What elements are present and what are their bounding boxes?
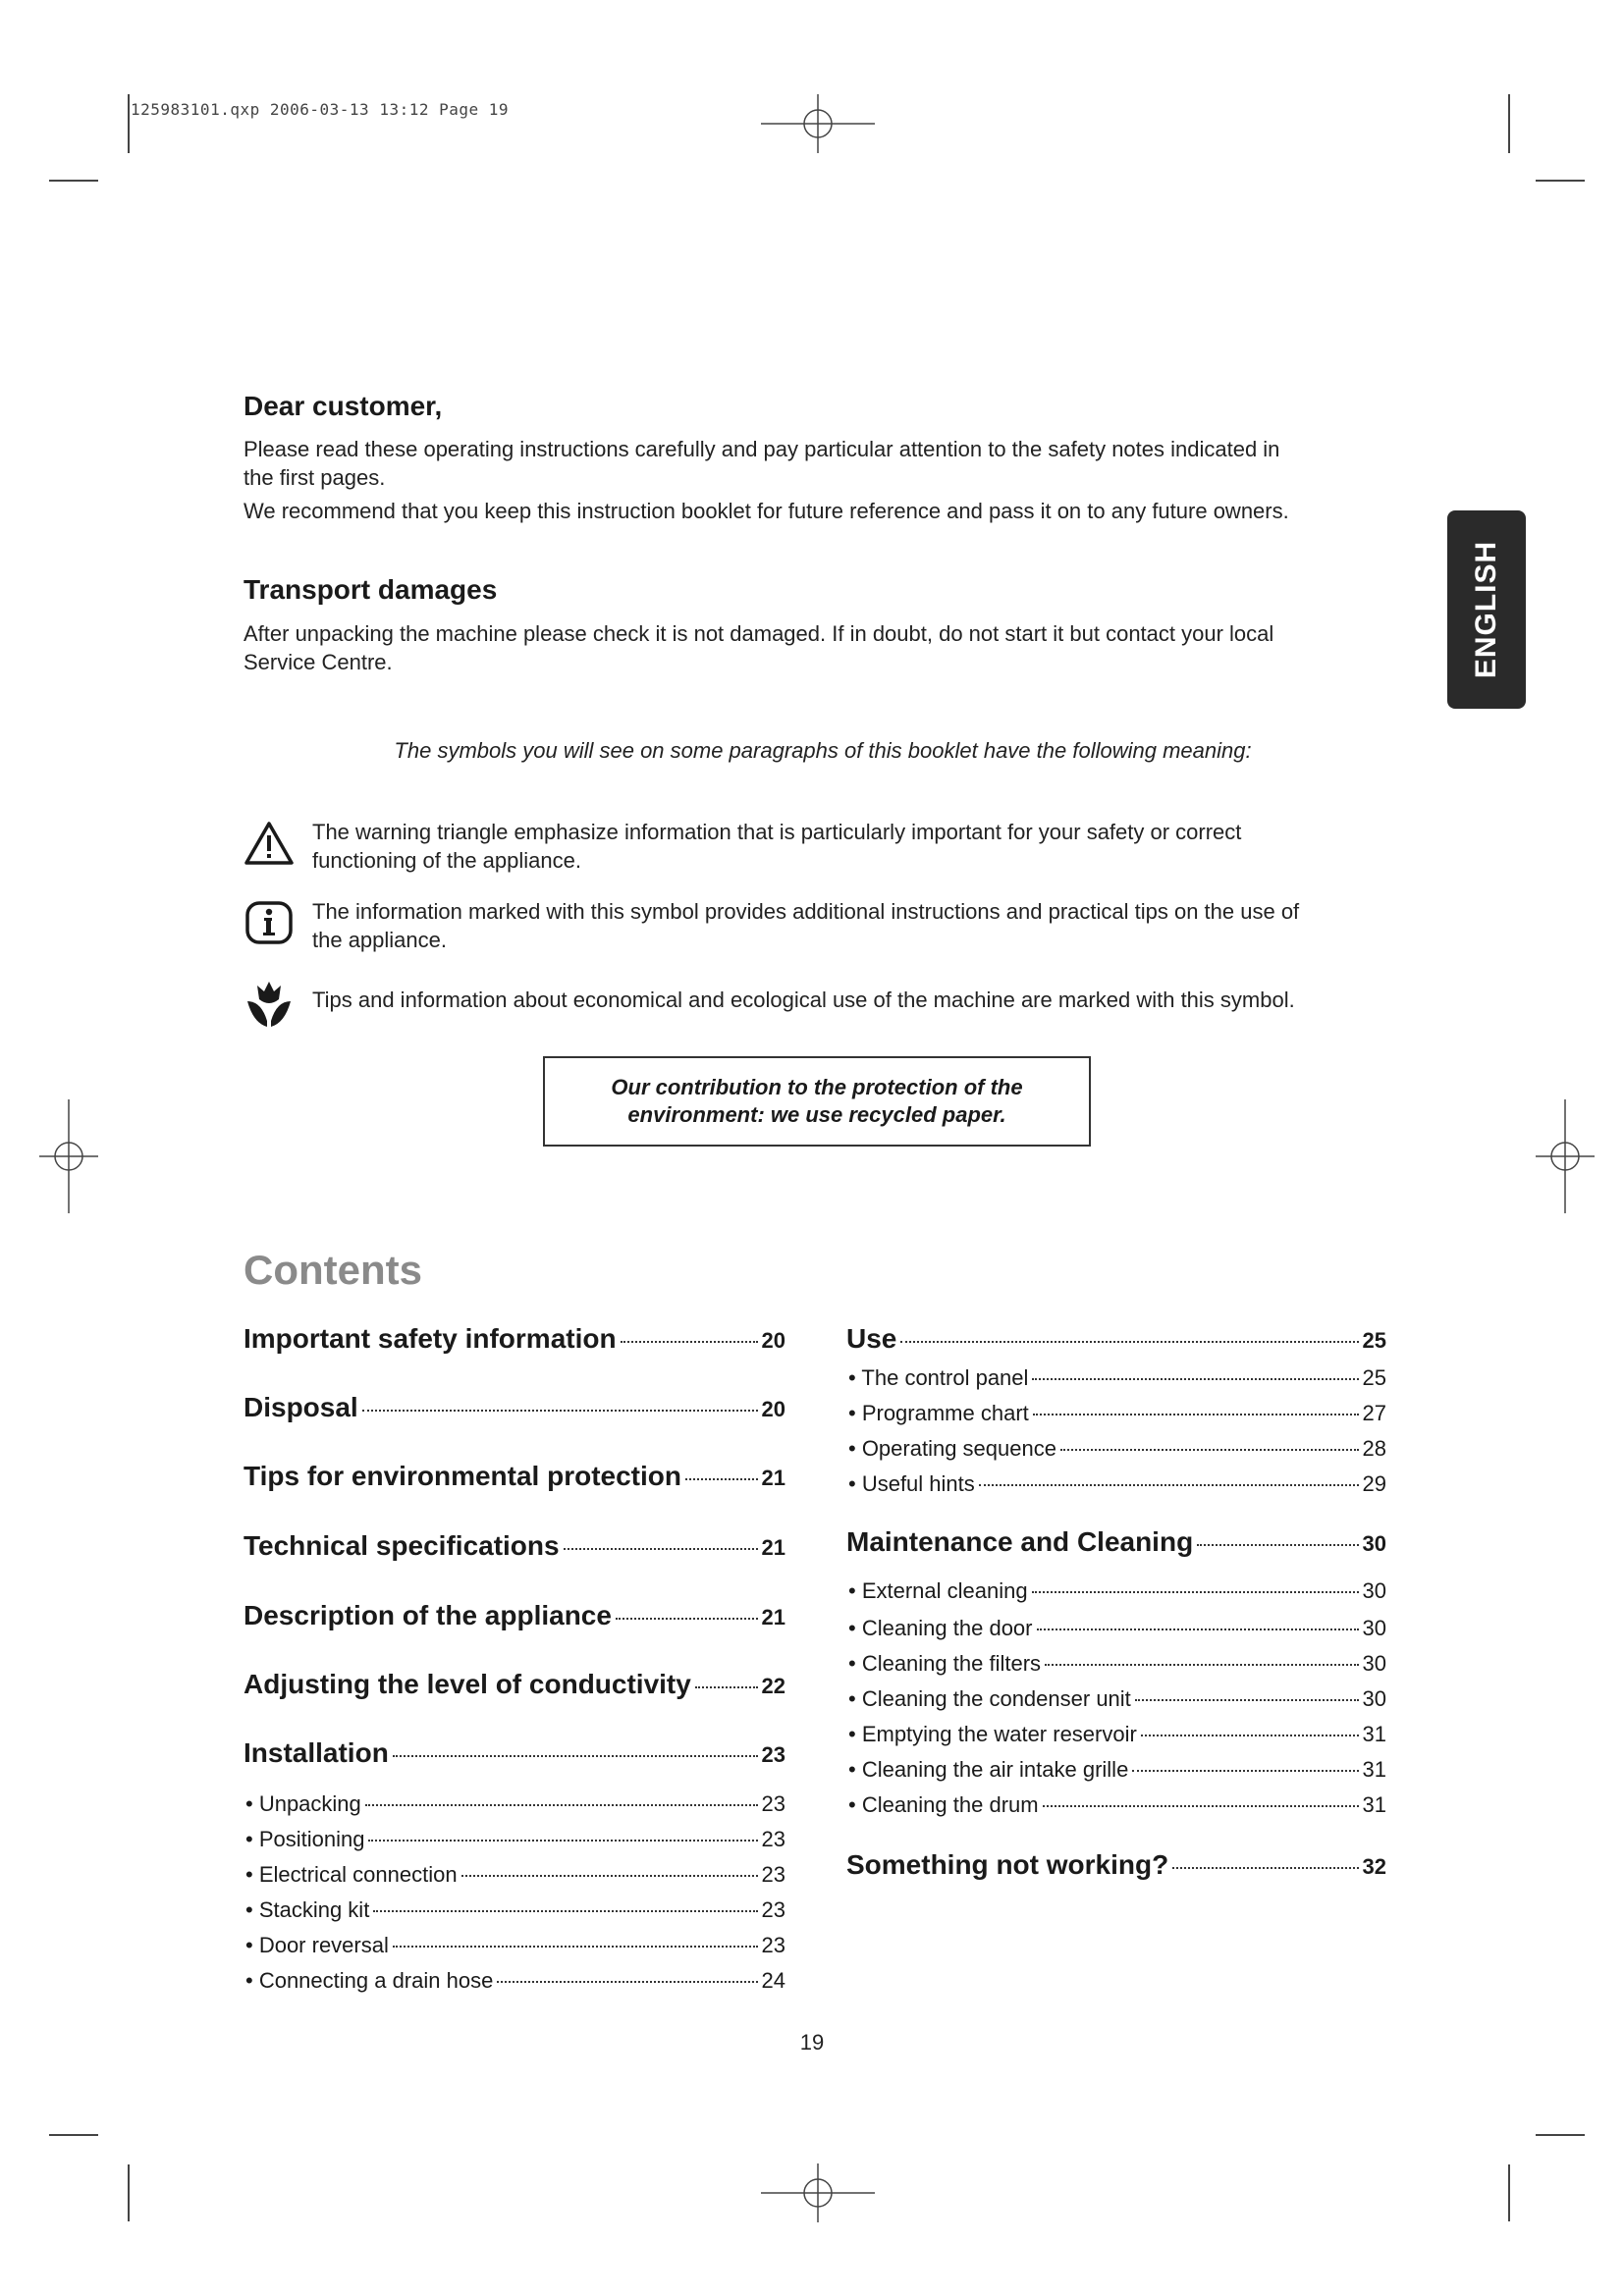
toc-label: Use — [846, 1323, 897, 1354]
toc-leader — [393, 1755, 758, 1757]
toc-label: • Cleaning the drum — [848, 1792, 1039, 1817]
toc-subentry[interactable] — [245, 1862, 785, 1888]
toc-entry[interactable] — [244, 1669, 785, 1700]
transport-heading: Transport damages — [244, 574, 498, 605]
registration-mark-left — [39, 1099, 98, 1213]
toc-label: • External cleaning — [848, 1578, 1028, 1603]
registration-mark-bottom — [761, 2163, 875, 2222]
toc-subentry[interactable] — [848, 1578, 1386, 1604]
symbol-line: the appliance. — [312, 928, 447, 952]
toc-page: 23 — [761, 1933, 785, 1957]
transport-text — [244, 619, 1402, 676]
transport-line: Service Centre. — [244, 650, 393, 674]
toc-leader — [1135, 1699, 1359, 1701]
symbol-row-eco — [244, 978, 1402, 1029]
toc-subentry[interactable] — [245, 1791, 785, 1817]
toc-subentry[interactable] — [245, 1897, 785, 1923]
toc-leader — [616, 1618, 758, 1620]
toc-page: 31 — [1362, 1757, 1386, 1782]
toc-leader — [461, 1875, 758, 1877]
toc-subentry[interactable] — [245, 1968, 785, 1994]
toc-entry[interactable] — [244, 1323, 785, 1355]
toc-leader — [1141, 1735, 1359, 1736]
symbol-text — [312, 897, 1299, 954]
toc-page: 21 — [761, 1605, 785, 1629]
toc-page: 30 — [1362, 1531, 1386, 1556]
toc-page: 31 — [1362, 1722, 1386, 1746]
toc-leader — [900, 1341, 1358, 1343]
toc-page: 30 — [1362, 1686, 1386, 1711]
toc-label: • Door reversal — [245, 1933, 389, 1957]
toc-label: Description of the appliance — [244, 1600, 612, 1630]
symbol-row-warning — [244, 818, 1402, 875]
toc-subentry[interactable] — [848, 1686, 1386, 1712]
toc-label: • Electrical connection — [245, 1862, 458, 1887]
toc-page: 23 — [761, 1827, 785, 1851]
dear-customer-line: Please read these operating instructions carefully and pay particular attention to the safety notes indicated in — [244, 437, 1280, 461]
toc-leader — [685, 1478, 758, 1480]
toc-label: • Emptying the water reservoir — [848, 1722, 1137, 1746]
toc-entry[interactable] — [846, 1849, 1386, 1881]
toc-entry[interactable] — [244, 1600, 785, 1631]
toc-page: 32 — [1362, 1854, 1386, 1879]
toc-page: 23 — [761, 1862, 785, 1887]
toc-leader — [564, 1548, 758, 1550]
toc-label: • Cleaning the condenser unit — [848, 1686, 1131, 1711]
toc-leader — [368, 1840, 757, 1842]
toc-leader — [621, 1341, 758, 1343]
toc-subentry[interactable] — [848, 1616, 1386, 1641]
symbol-text — [312, 818, 1241, 875]
language-tab-label: ENGLISH — [1470, 540, 1503, 679]
dear-customer-para2: We recommend that you keep this instruction booklet for future reference and pass it on to any future owners. — [244, 499, 1289, 523]
toc-page: 25 — [1362, 1328, 1386, 1353]
toc-label: Technical specifications — [244, 1530, 560, 1561]
toc-page: 20 — [761, 1328, 785, 1353]
toc-subentry[interactable] — [245, 1933, 785, 1958]
toc-leader — [695, 1686, 758, 1688]
toc-label: • Programme chart — [848, 1401, 1029, 1425]
toc-leader — [1043, 1805, 1359, 1807]
toc-leader — [1032, 1591, 1359, 1593]
toc-subentry[interactable] — [848, 1757, 1386, 1783]
toc-leader — [373, 1910, 757, 1912]
info-icon — [244, 897, 295, 948]
toc-leader — [1033, 1414, 1359, 1415]
toc-label: Adjusting the level of conductivity — [244, 1669, 691, 1699]
language-tab — [1447, 510, 1526, 709]
toc-page: 20 — [761, 1397, 785, 1421]
dear-customer-line: the first pages. — [244, 465, 386, 490]
toc-label: • Stacking kit — [245, 1897, 370, 1922]
toc-leader — [362, 1410, 758, 1412]
symbol-text — [312, 986, 1295, 1014]
toc-leader — [365, 1804, 758, 1806]
toc-leader — [1132, 1770, 1358, 1772]
toc-label: • Cleaning the door — [848, 1616, 1033, 1640]
toc-subentry[interactable] — [848, 1365, 1386, 1391]
toc-label: • Operating sequence — [848, 1436, 1056, 1461]
toc-page: 30 — [1362, 1651, 1386, 1676]
toc-entry[interactable] — [244, 1392, 785, 1423]
toc-entry[interactable] — [846, 1323, 1386, 1355]
print-slug: 125983101.qxp 2006-03-13 13:12 Page 19 — [131, 100, 510, 119]
toc-subentry[interactable] — [848, 1471, 1386, 1497]
notice-line: Our contribution to the protection of the — [611, 1075, 1023, 1099]
toc-subentry[interactable] — [245, 1827, 785, 1852]
registration-mark-right — [1536, 1099, 1595, 1213]
symbols-intro: The symbols you will see on some paragraphs of this booklet have the following meaning: — [394, 738, 1252, 763]
eco-flower-icon — [244, 978, 295, 1029]
symbol-line: The information marked with this symbol provides additional instructions and practical tips on the use of — [312, 899, 1300, 924]
contents-title: Contents — [244, 1247, 422, 1293]
toc-subentry[interactable] — [848, 1722, 1386, 1747]
toc-subentry[interactable] — [848, 1401, 1386, 1426]
toc-page: 24 — [761, 1968, 785, 1993]
registration-mark-top — [761, 94, 875, 153]
toc-label: Important safety information — [244, 1323, 617, 1354]
warning-triangle-icon — [244, 818, 295, 869]
toc-page: 25 — [1362, 1365, 1386, 1390]
notice-line: environment: we use recycled paper. — [627, 1102, 1006, 1127]
toc-page: 28 — [1362, 1436, 1386, 1461]
toc-leader — [393, 1946, 758, 1948]
toc-page: 21 — [761, 1535, 785, 1560]
toc-label: Something not working? — [846, 1849, 1169, 1880]
toc-leader — [1032, 1378, 1358, 1380]
toc-label: • Positioning — [245, 1827, 365, 1851]
toc-label: • Cleaning the filters — [848, 1651, 1042, 1676]
toc-leader — [1172, 1867, 1358, 1869]
toc-label: • Unpacking — [245, 1791, 361, 1816]
symbol-line: functioning of the appliance. — [312, 848, 581, 873]
toc-label: • Useful hints — [848, 1471, 975, 1496]
dear-customer-heading: Dear customer, — [244, 391, 443, 421]
toc-leader — [1037, 1629, 1359, 1630]
transport-line: After unpacking the machine please check it is not damaged. If in doubt, do not start it but contact your local — [244, 621, 1274, 646]
toc-page: 29 — [1362, 1471, 1386, 1496]
recycled-paper-notice — [543, 1056, 1091, 1147]
toc-label: • The control panel — [848, 1365, 1029, 1390]
toc-leader — [497, 1981, 757, 1983]
toc-page: 30 — [1362, 1578, 1386, 1603]
toc-page: 23 — [761, 1897, 785, 1922]
toc-label: Tips for environmental protection — [244, 1461, 681, 1491]
toc-leader — [1045, 1664, 1358, 1666]
symbol-line: The warning triangle emphasize information that is particularly important for your safety or correct — [312, 820, 1242, 844]
symbol-line: Tips and information about economical and ecological use of the machine are marked with this symbol. — [312, 988, 1295, 1012]
toc-leader — [979, 1484, 1359, 1486]
symbol-row-info — [244, 897, 1402, 954]
toc-entry[interactable] — [244, 1737, 785, 1769]
toc-page: 23 — [761, 1742, 785, 1767]
toc-label: Maintenance and Cleaning — [846, 1526, 1194, 1557]
toc-leader — [1060, 1449, 1359, 1451]
toc-subentry[interactable] — [848, 1436, 1386, 1462]
toc-page: 22 — [761, 1674, 785, 1698]
toc-label: Disposal — [244, 1392, 358, 1422]
toc-label: • Cleaning the air intake grille — [848, 1757, 1129, 1782]
toc-page: 31 — [1362, 1792, 1386, 1817]
toc-leader — [1197, 1544, 1358, 1546]
toc-label: • Connecting a drain hose — [245, 1968, 494, 1993]
toc-label: Installation — [244, 1737, 389, 1768]
toc-page: 27 — [1362, 1401, 1386, 1425]
dear-customer-text — [244, 435, 1402, 525]
toc-subentry[interactable] — [848, 1651, 1386, 1677]
toc-page: 23 — [761, 1791, 785, 1816]
toc-entry[interactable] — [244, 1461, 785, 1492]
page-number: 19 — [799, 2030, 825, 2055]
toc-page: 21 — [761, 1466, 785, 1490]
toc-subentry[interactable] — [848, 1792, 1386, 1818]
toc-entry[interactable] — [846, 1526, 1386, 1558]
toc-page: 30 — [1362, 1616, 1386, 1640]
toc-entry[interactable] — [244, 1530, 785, 1562]
